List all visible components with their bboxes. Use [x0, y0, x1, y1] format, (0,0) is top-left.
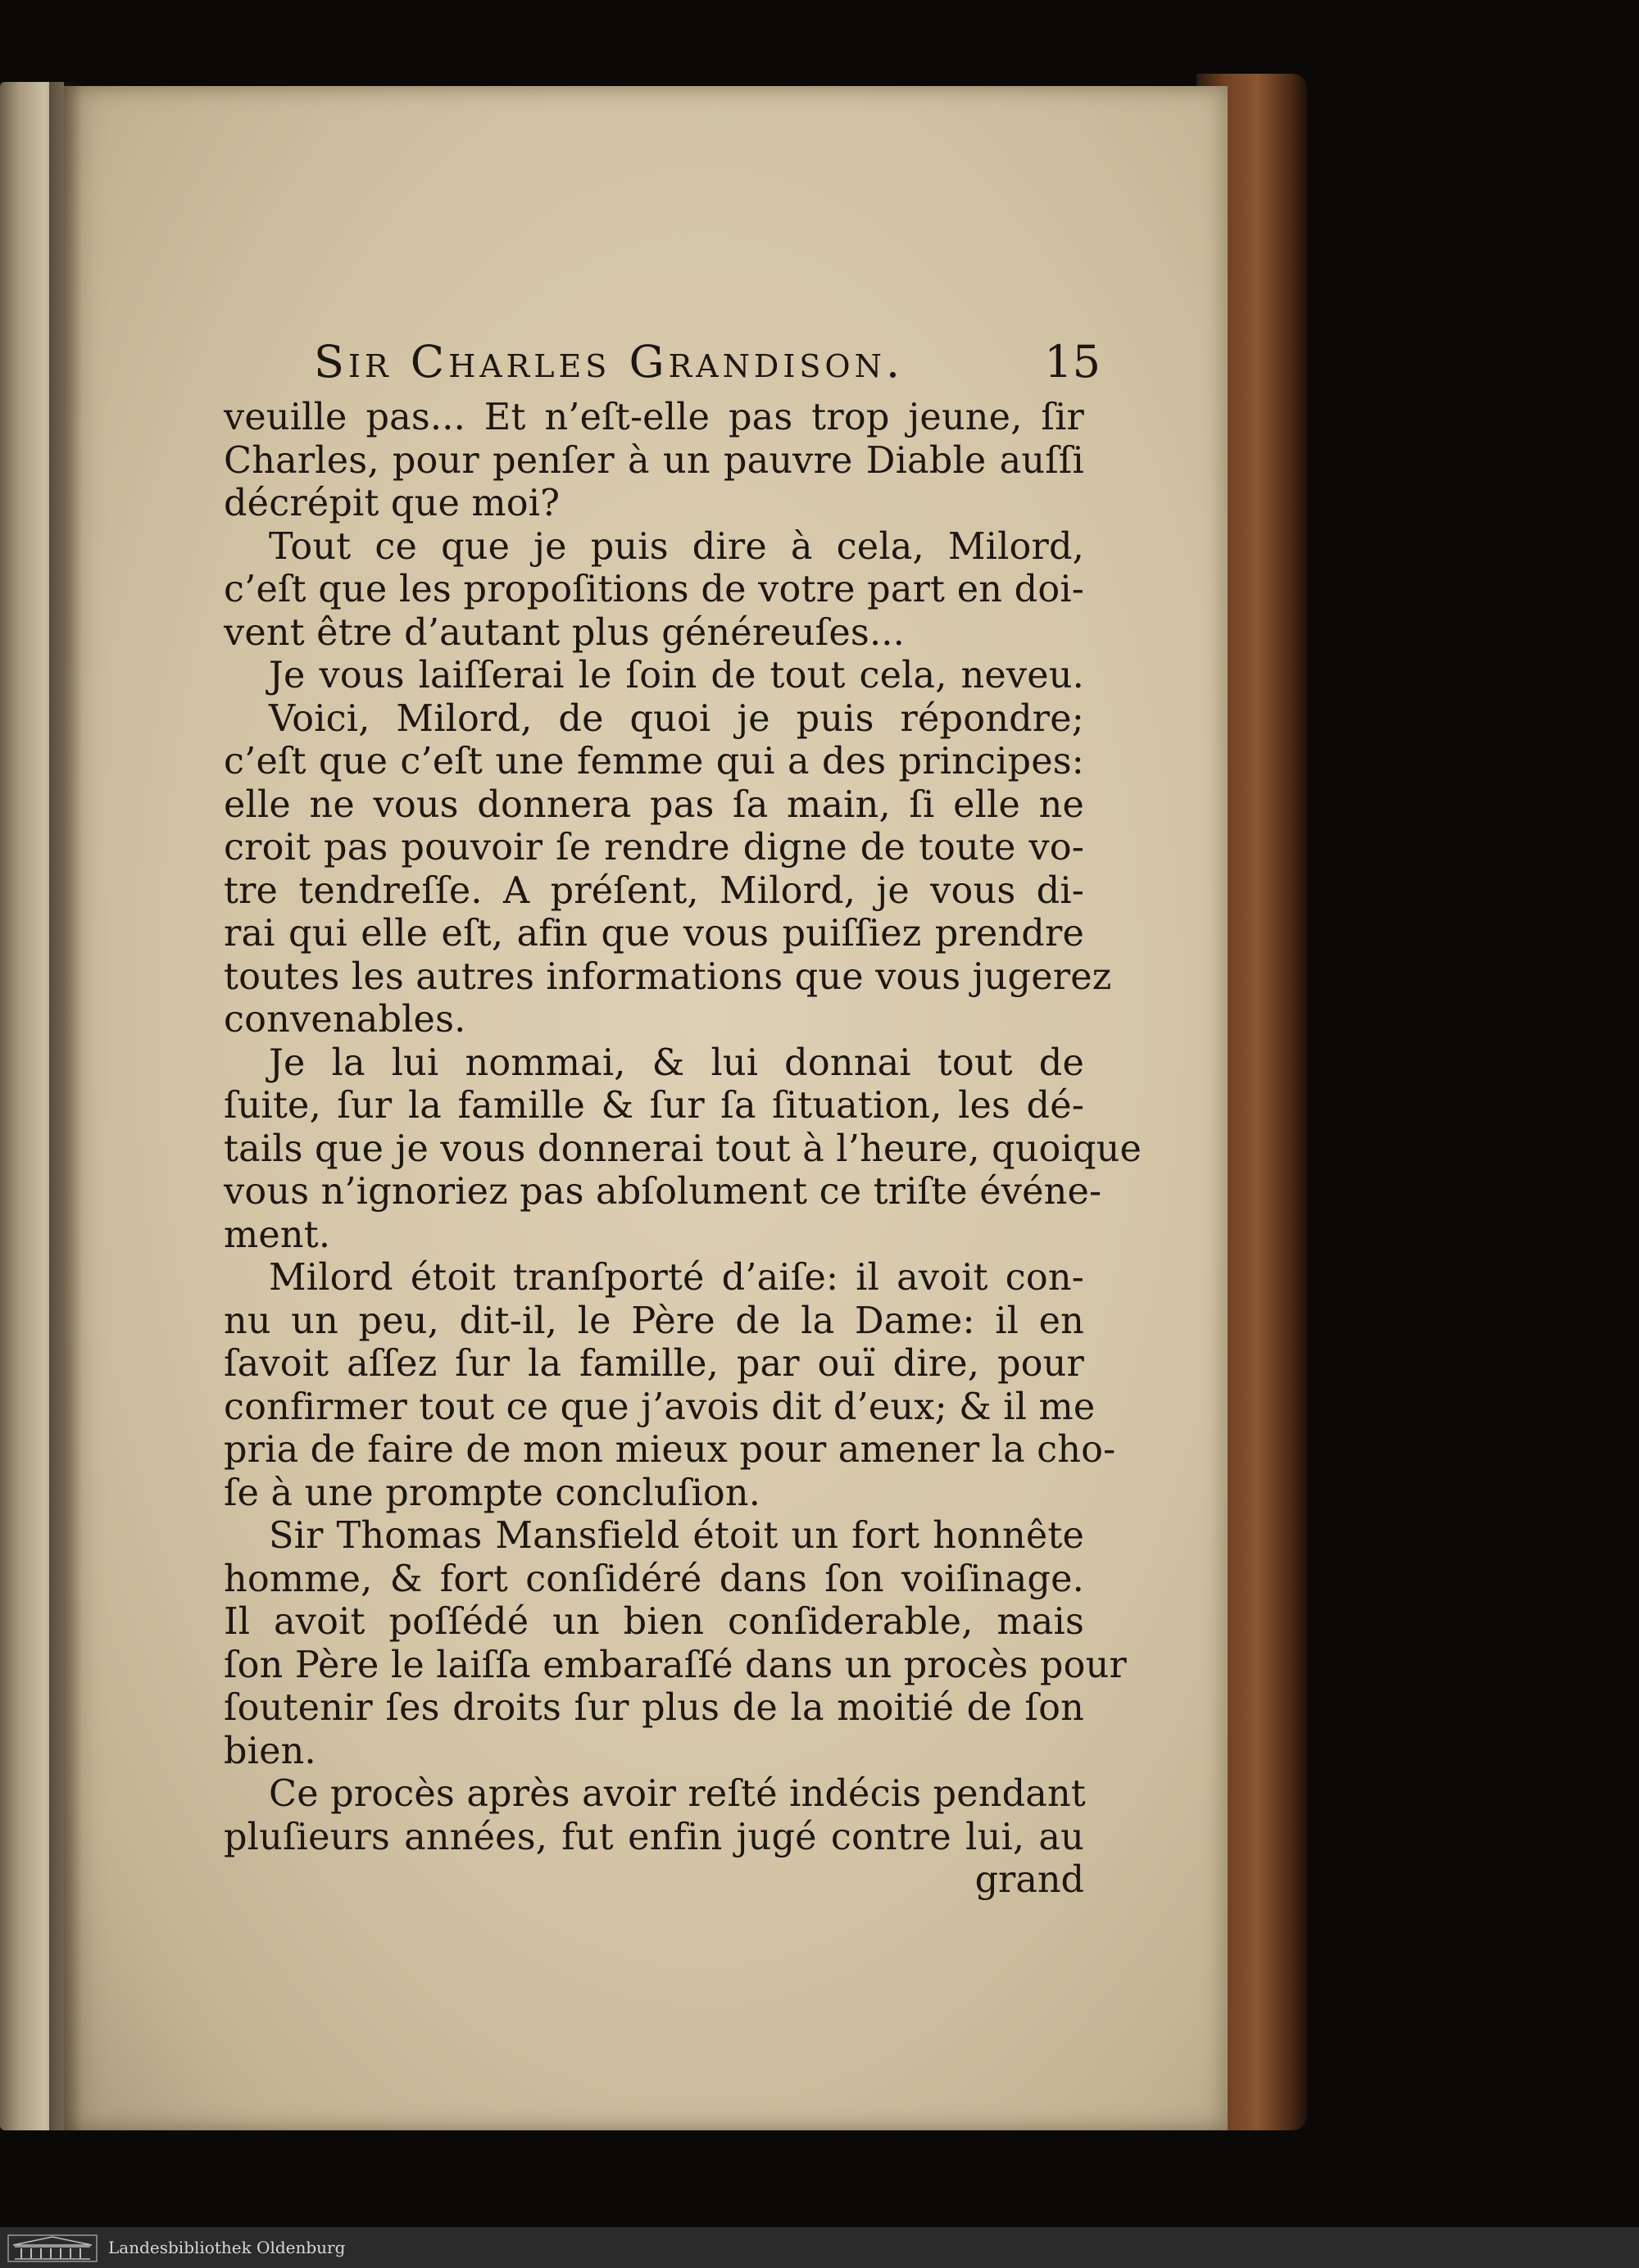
text-line: ment.	[224, 1213, 331, 1256]
running-head	[224, 336, 1101, 401]
text-line: ſoutenir ſes droits ſur plus de la moitié de ſon	[224, 1687, 1084, 1729]
text-line: ſon Père le laiſſa embaraſſé dans un procès pour	[224, 1644, 1127, 1686]
text-line: convenables.	[224, 999, 466, 1041]
text-line: ſe à une prompte concluſion.	[224, 1472, 761, 1514]
footer-bar	[0, 2227, 1639, 2268]
text-line: Il avoit poſſédé un bien conſiderable, mais	[224, 1601, 1084, 1643]
text-line: décrépit que moi?	[224, 483, 561, 524]
library-name: Landesbibliothek Oldenburg	[108, 2238, 346, 2257]
text-line: c’eſt que c’eſt une femme qui a des principes:	[224, 741, 1084, 782]
page-number: 15	[1044, 336, 1101, 388]
text-line: vent être d’autant plus généreuſes...	[224, 611, 905, 654]
text-line: Je la lui nommai, & lui donnai tout de	[269, 1041, 1084, 1084]
text-line: Charles, pour penſer à un pauvre Diable auſſi	[224, 439, 1084, 482]
text-line: Milord étoit tranſporté d’aiſe: il avoit con-	[269, 1257, 1084, 1299]
text-line: veuille pas... Et n’eſt-elle pas trop jeune, ſir	[224, 397, 1084, 438]
text-line: rai qui elle eſt, afin que vous puiſſiez prendre	[224, 913, 1084, 955]
text-line: bien.	[224, 1730, 316, 1772]
body-text	[224, 397, 1142, 1859]
text-line: Je vous laiſſerai le ſoin de tout cela, neveu.	[269, 655, 1084, 696]
text-line: elle ne vous donnera pas ſa main, ſi elle ne	[224, 783, 1084, 826]
text-line: vous n’ignoriez pas abſolument ce triſte événe-	[224, 1171, 1102, 1213]
running-title: Sir Charles Grandison.	[314, 336, 904, 388]
text-line: ſuite, ſur la famille & ſur ſa ſituation, les dé-	[224, 1085, 1084, 1127]
text-line: Sir Thomas Mansfield étoit un fort honnête	[269, 1515, 1084, 1557]
text-line: Ce procès après avoir reſté indécis pendant	[269, 1773, 1086, 1815]
catchword: grand	[974, 1859, 1084, 1901]
text-line: tre tendreſſe. A préſent, Milord, je vous di-	[224, 869, 1084, 912]
text-line: croit pas pouvoir ſe rendre digne de toute vo-	[224, 827, 1084, 869]
text-line: tails que je vous donnerai tout à l’heure, quoique	[224, 1127, 1142, 1170]
text-line: Voici, Milord, de quoi je puis répondre;	[269, 697, 1084, 740]
library-building-icon	[7, 2232, 98, 2263]
text-line: pria de faire de mon mieux pour amener la cho-	[224, 1429, 1116, 1471]
gutter-shadow	[49, 82, 82, 2130]
text-line: toutes les autres informations que vous jugerez	[224, 955, 1112, 998]
text-line: Tout ce que je puis dire à cela, Milord,	[269, 525, 1084, 568]
text-line: ſavoit aſſez ſur la famille, par ouï dire, pour	[224, 1343, 1084, 1385]
text-line: confirmer tout ce que j’avois dit d’eux; & il me	[224, 1386, 1096, 1428]
text-line: c’eſt que les propoſitions de votre part en doi-	[224, 569, 1084, 610]
text-line: homme, & fort conſidéré dans ſon voiſinage.	[224, 1558, 1084, 1600]
page-text-block	[224, 336, 1142, 1903]
book-page	[64, 86, 1228, 2130]
text-line: nu un peu, dit-il, le Père de la Dame: il en	[224, 1300, 1084, 1342]
text-line: pluſieurs années, fut enfin jugé contre lui, au	[224, 1816, 1084, 1858]
